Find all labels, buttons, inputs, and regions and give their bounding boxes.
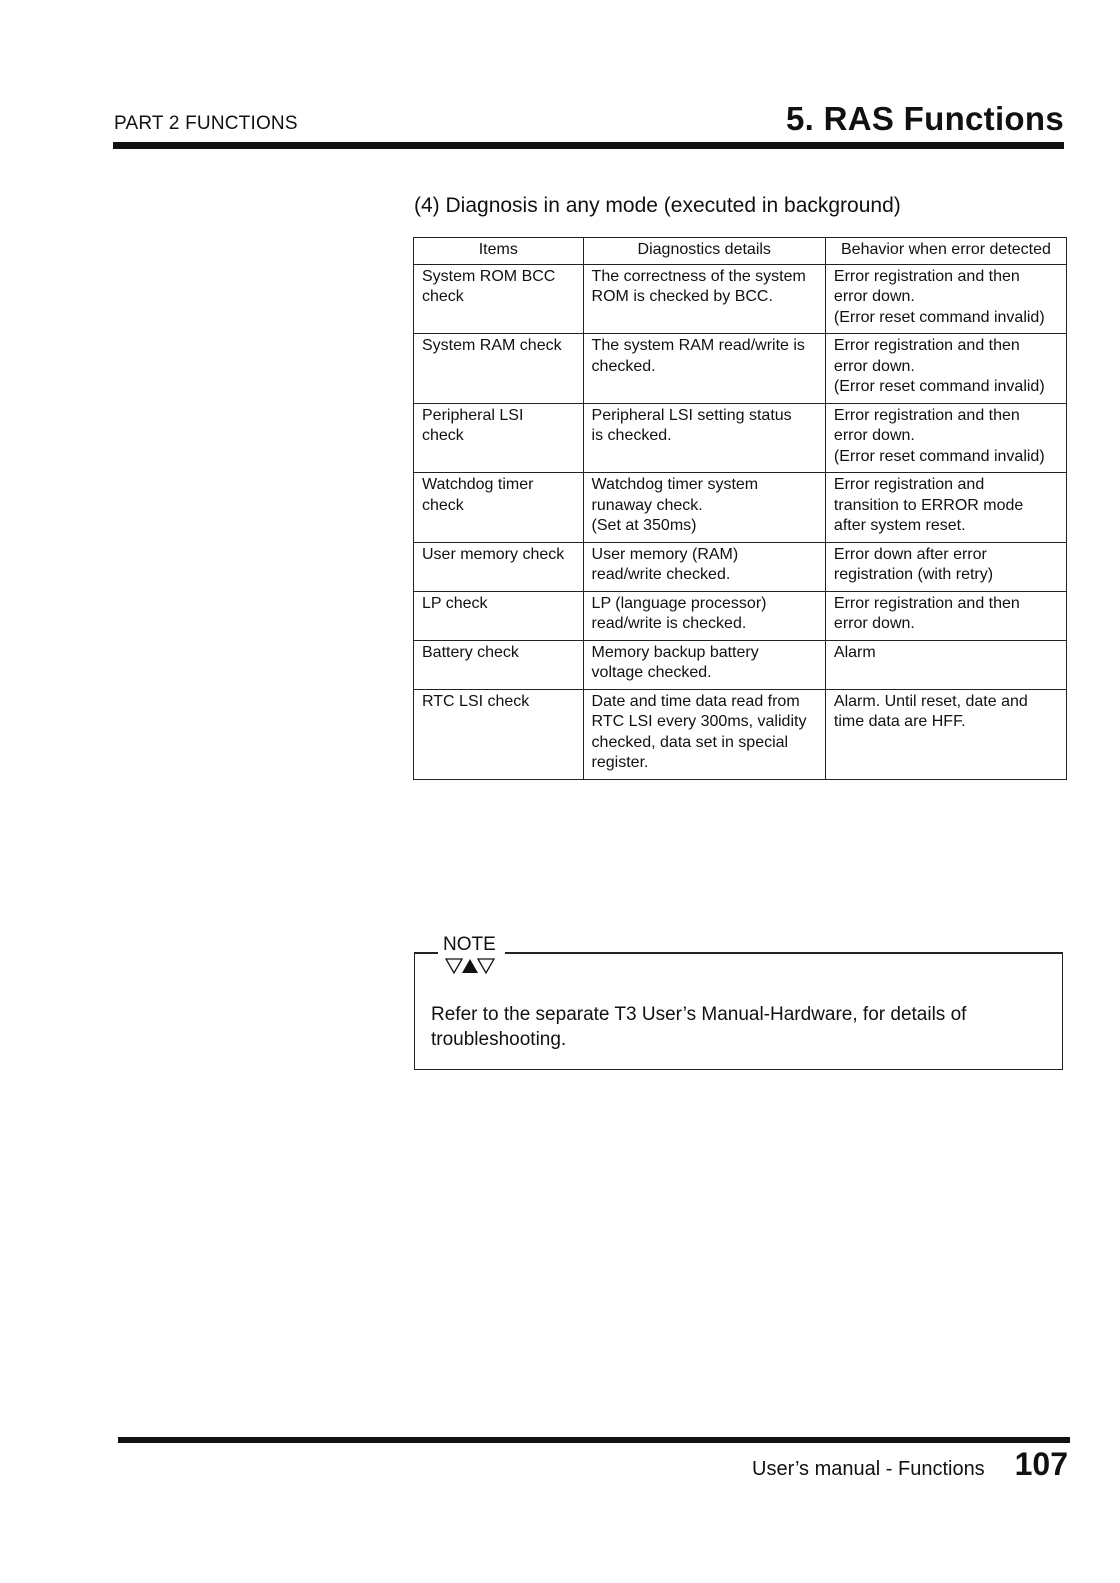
cell-details-line: voltage checked. bbox=[591, 664, 712, 681]
table-row bbox=[414, 403, 1067, 473]
cell-item-line: check bbox=[422, 427, 464, 444]
cell-details-line: ROM is checked by BCC. bbox=[591, 288, 773, 305]
section-title: (4) Diagnosis in any mode (executed in background) bbox=[414, 194, 901, 217]
cell-behavior bbox=[825, 403, 1066, 473]
cell-behavior bbox=[825, 542, 1066, 591]
cell-item-line: RTC LSI check bbox=[422, 692, 530, 710]
table-row bbox=[414, 591, 1067, 640]
cell-details-line: runaway check. bbox=[591, 496, 703, 514]
note-triangles-icon bbox=[445, 957, 495, 975]
cell-details bbox=[583, 334, 825, 404]
cell-details bbox=[583, 640, 825, 689]
cell-behavior-line: error down. bbox=[833, 615, 915, 632]
cell-behavior-line: error down. bbox=[833, 288, 915, 305]
cell-item bbox=[414, 473, 584, 543]
cell-behavior-line: error down. bbox=[833, 427, 915, 444]
cell-details-line: Date and time data read from bbox=[591, 692, 800, 710]
cell-behavior-line: error down. bbox=[833, 357, 915, 375]
cell-behavior bbox=[825, 334, 1066, 404]
diagnosis-table bbox=[413, 237, 1067, 780]
cell-details-line: (Set at 350ms) bbox=[591, 517, 697, 534]
cell-item bbox=[414, 689, 584, 779]
cell-details-line: RTC LSI every 300ms, validity bbox=[591, 713, 807, 730]
cell-behavior-line: Alarm bbox=[833, 643, 876, 661]
cell-behavior-line: Error down after error bbox=[833, 545, 987, 563]
cell-behavior-line: (Error reset command invalid) bbox=[833, 308, 1045, 326]
table-row bbox=[414, 689, 1067, 779]
cell-behavior-line: time data are HFF. bbox=[833, 713, 966, 730]
cell-behavior-line: transition to ERROR mode bbox=[833, 496, 1024, 514]
column-header-items: Items bbox=[414, 238, 584, 265]
footer-rule bbox=[118, 1437, 1070, 1443]
cell-details-line: is checked. bbox=[591, 427, 672, 444]
table-header-row bbox=[414, 238, 1067, 265]
cell-item-line: System ROM BCC bbox=[422, 267, 556, 285]
note-label: NOTE bbox=[443, 934, 496, 955]
table-row bbox=[414, 542, 1067, 591]
cell-item-line: check bbox=[422, 496, 464, 514]
cell-behavior-line: (Error reset command invalid) bbox=[833, 447, 1045, 465]
cell-item bbox=[414, 591, 584, 640]
cell-item bbox=[414, 334, 584, 404]
cell-details-line: Watchdog timer system bbox=[591, 476, 759, 493]
cell-behavior bbox=[825, 473, 1066, 543]
cell-behavior-line: Error registration and then bbox=[833, 406, 1020, 424]
note-border-left-segment bbox=[414, 952, 438, 954]
cell-details-line: LP (language processor) bbox=[591, 594, 767, 612]
cell-behavior-line: Error registration and then bbox=[833, 594, 1020, 612]
page-number: 107 bbox=[1014, 1446, 1068, 1482]
cell-behavior-line: Error registration and then bbox=[833, 337, 1020, 354]
cell-behavior-line: Error registration and then bbox=[833, 267, 1020, 285]
cell-details bbox=[583, 689, 825, 779]
note-box bbox=[414, 934, 1063, 1070]
cell-behavior bbox=[825, 591, 1066, 640]
footer-manual-label: User’s manual - Functions bbox=[752, 1458, 985, 1480]
chapter-title: 5. RAS Functions bbox=[786, 100, 1064, 137]
column-header-behavior: Behavior when error detected bbox=[825, 238, 1066, 265]
note-text: Refer to the separate T3 User’s Manual-Hardware, for details of troubleshooting. bbox=[431, 1004, 967, 1050]
table-body bbox=[414, 264, 1067, 779]
cell-item-line: check bbox=[422, 288, 464, 305]
cell-behavior-line: Alarm. Until reset, date and bbox=[833, 692, 1028, 710]
table-row bbox=[414, 264, 1067, 334]
cell-item-line: System RAM check bbox=[422, 337, 562, 354]
cell-item bbox=[414, 264, 584, 334]
cell-details-line: User memory (RAM) bbox=[591, 545, 739, 563]
cell-behavior bbox=[825, 264, 1066, 334]
cell-behavior-line: (Error reset command invalid) bbox=[833, 378, 1045, 395]
cell-details bbox=[583, 264, 825, 334]
table-row bbox=[414, 334, 1067, 404]
cell-details-line: checked, data set in special bbox=[591, 733, 789, 751]
cell-details-line: register. bbox=[591, 754, 649, 771]
cell-details-line: Peripheral LSI setting status bbox=[591, 406, 792, 424]
cell-item-line: Battery check bbox=[422, 643, 519, 661]
cell-item-line: LP check bbox=[422, 594, 488, 612]
cell-details-line: Memory backup battery bbox=[591, 643, 759, 661]
part-label: PART 2 FUNCTIONS bbox=[114, 113, 298, 134]
table-row bbox=[414, 473, 1067, 543]
note-border-right-segment bbox=[505, 952, 1063, 954]
cell-item bbox=[414, 542, 584, 591]
cell-details bbox=[583, 591, 825, 640]
cell-behavior bbox=[825, 689, 1066, 779]
cell-details bbox=[583, 542, 825, 591]
cell-item-line: Watchdog timer bbox=[422, 476, 534, 493]
column-header-details: Diagnostics details bbox=[583, 238, 825, 265]
cell-details-line: read/write is checked. bbox=[591, 615, 747, 632]
cell-item-line: User memory check bbox=[422, 545, 565, 563]
table-row bbox=[414, 640, 1067, 689]
cell-behavior-line: after system reset. bbox=[833, 517, 966, 534]
cell-details bbox=[583, 473, 825, 543]
cell-details-line: The correctness of the system bbox=[591, 267, 806, 285]
cell-details-line: The system RAM read/write is bbox=[591, 337, 805, 354]
cell-details-line: read/write checked. bbox=[591, 566, 731, 583]
cell-details bbox=[583, 403, 825, 473]
header-rule bbox=[113, 142, 1064, 149]
cell-item bbox=[414, 640, 584, 689]
cell-behavior-line: Error registration and bbox=[833, 476, 985, 493]
cell-behavior-line: registration (with retry) bbox=[833, 566, 994, 583]
cell-behavior bbox=[825, 640, 1066, 689]
cell-item bbox=[414, 403, 584, 473]
cell-item-line: Peripheral LSI bbox=[422, 406, 524, 424]
cell-details-line: checked. bbox=[591, 357, 656, 375]
